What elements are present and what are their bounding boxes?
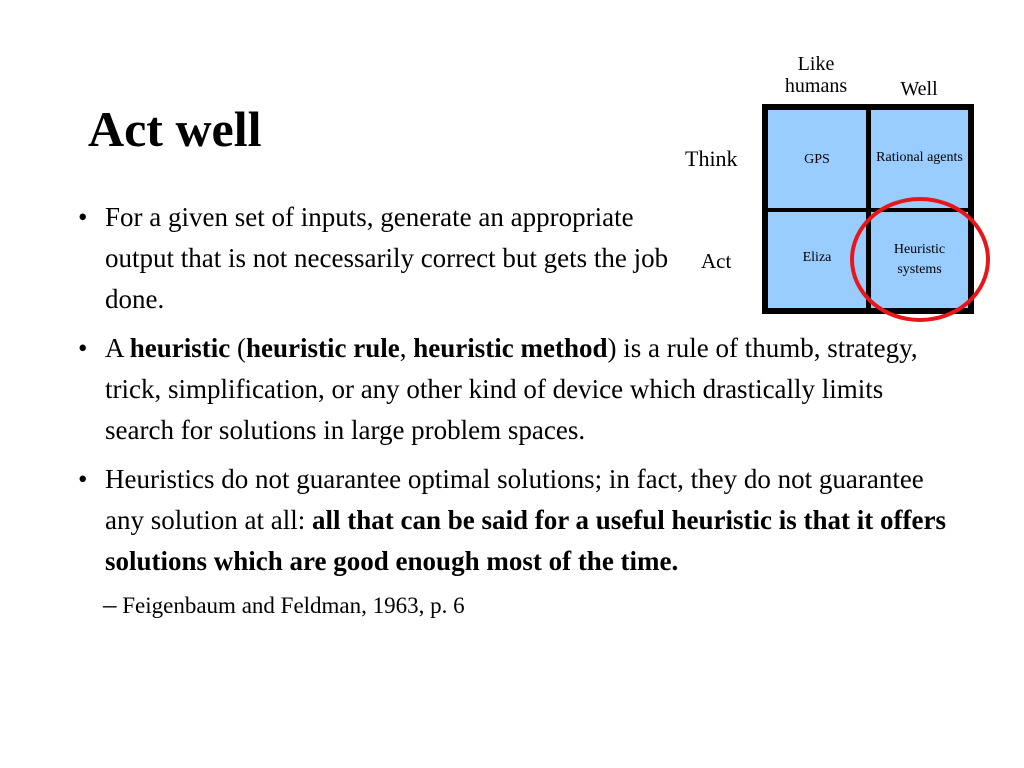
bullet-text-pre: Heuristics do not guarantee optimal solutions; in fact, they do not guarantee any solution at all: <box>105 464 924 535</box>
bullet-text-pre: A <box>105 333 130 363</box>
citation-dash: – <box>103 589 117 619</box>
cell-think-like-humans: GPS <box>768 110 866 208</box>
slide-title: Act well <box>88 101 262 157</box>
col-label-well: Well <box>900 78 938 100</box>
col-label-like-humans: Like humans <box>784 53 848 97</box>
bullet-text-mid: ( <box>230 333 247 363</box>
term-heuristic-method: heuristic method <box>413 333 608 363</box>
bullet-text: For a given set of inputs, generate an appropriate output that is not necessarily correct but gets the job done. <box>105 202 669 314</box>
row-label-think: Think <box>685 146 738 171</box>
bullet-item <box>78 197 685 320</box>
citation-text: Feigenbaum and Feldman, 1963, p. 6 <box>122 593 465 618</box>
term-heuristic: heuristic <box>129 333 231 363</box>
cell-act-like-humans: Eliza <box>768 212 866 308</box>
quote-bold: all that can be said for a useful heuristic is that it offers solutions which are good enough most of the time. <box>105 505 946 576</box>
term-heuristic-rule: heuristic rule <box>246 333 400 363</box>
bullet-text-mid: , <box>399 333 414 363</box>
citation <box>78 590 958 620</box>
highlight-circle <box>850 197 990 322</box>
cell-think-well: Rational agents <box>871 110 968 208</box>
bullet-item <box>78 328 958 451</box>
bullet-item <box>78 459 958 582</box>
row-label-act: Act <box>701 249 732 273</box>
bullet-glyph: • <box>78 333 88 363</box>
bullet-text-post: ) is a rule of thumb, strategy, trick, simplification, or any other kind of device which drastically limits search for solutions in large problem spaces. <box>105 333 918 445</box>
cell-act-well: Heuristic systems <box>871 212 968 308</box>
bullet-glyph: • <box>78 202 88 232</box>
bullet-glyph: • <box>78 464 88 494</box>
